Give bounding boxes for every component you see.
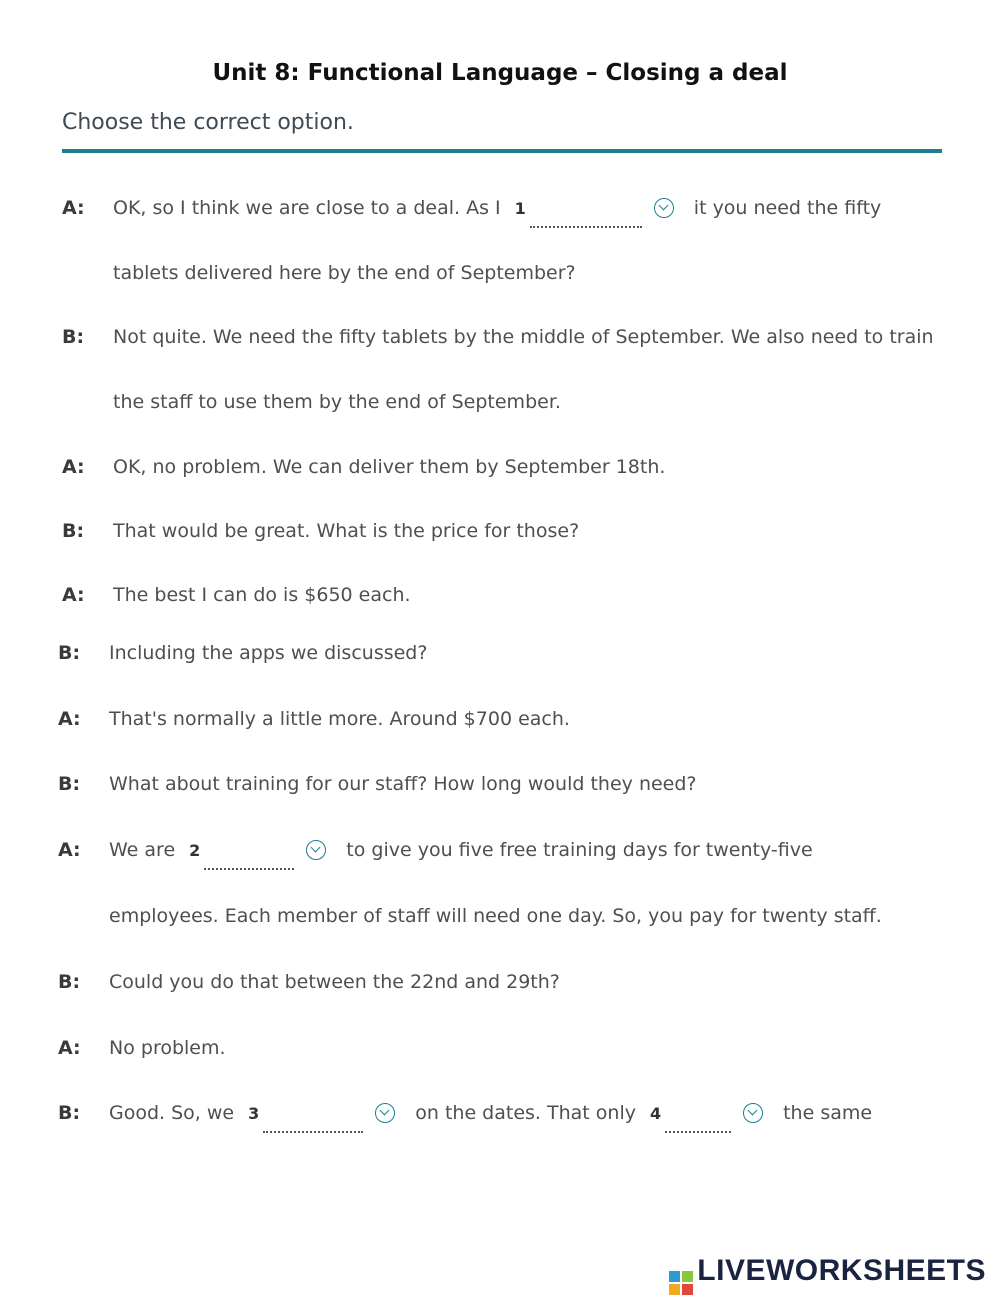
dialogue-line: That's normally a little more. Around $700 each.: [109, 708, 570, 730]
chevron-down-icon[interactable]: [306, 840, 326, 860]
dialogue-line: OK, no problem. We can deliver them by September 18th.: [113, 456, 666, 478]
answer-blank[interactable]: [204, 842, 294, 870]
dialogue-text: Good. So, we: [109, 1102, 235, 1124]
answer-blank[interactable]: [263, 1105, 363, 1133]
speaker-label: B:: [62, 326, 85, 348]
dialogue-line: [113, 196, 881, 228]
speaker-label: A:: [62, 456, 85, 478]
dialogue-line: That would be great. What is the price for those?: [113, 520, 580, 542]
instruction: Choose the correct option.: [62, 110, 354, 135]
speaker-label: A:: [62, 197, 85, 219]
speaker-label: A:: [58, 708, 81, 730]
answer-dropdown-4[interactable]: [650, 1101, 763, 1133]
gap-number: 2: [189, 841, 201, 860]
liveworksheets-logo-icon: [669, 1271, 693, 1295]
speaker-label: A:: [58, 1037, 81, 1059]
chevron-down-icon[interactable]: [654, 198, 674, 218]
answer-blank[interactable]: [530, 200, 642, 228]
dialogue-line: [109, 838, 813, 870]
dialogue-text: to give you five free training days for twenty-five: [346, 839, 813, 861]
dialogue-line: No problem.: [109, 1037, 226, 1059]
answer-blank[interactable]: [665, 1105, 731, 1133]
dialogue-text: on the dates. That only: [415, 1102, 636, 1124]
chevron-down-icon[interactable]: [375, 1103, 395, 1123]
speaker-label: B:: [58, 642, 81, 664]
dialogue-line: the staff to use them by the end of September.: [113, 391, 561, 413]
answer-dropdown-1[interactable]: [515, 196, 674, 228]
answer-dropdown-2[interactable]: [189, 838, 326, 870]
logo-text: LIVEWORKSHEETS: [697, 1254, 986, 1287]
gap-number: 4: [649, 1104, 662, 1123]
dialogue-line: Not quite. We need the fifty tablets by the middle of September. We also need to train: [113, 326, 934, 348]
answer-dropdown-3[interactable]: [248, 1101, 395, 1133]
speaker-label: B:: [62, 520, 85, 542]
speaker-label: A:: [62, 584, 85, 606]
speaker-label: B:: [58, 1102, 81, 1124]
dialogue-line: The best I can do is $650 each.: [113, 584, 411, 606]
dialogue-line: [109, 1101, 872, 1133]
gap-number: 3: [248, 1104, 260, 1123]
speaker-label: B:: [58, 971, 81, 993]
dialogue-line: tablets delivered here by the end of September?: [113, 262, 576, 284]
speaker-label: B:: [58, 773, 81, 795]
dialogue-line: What about training for our staff? How long would they need?: [109, 773, 697, 795]
dialogue-text: the same: [783, 1102, 873, 1124]
speaker-label: A:: [58, 839, 81, 861]
chevron-down-icon[interactable]: [743, 1103, 763, 1123]
dialogue-text: We are: [109, 839, 176, 861]
dialogue-text: it you need the fifty: [693, 197, 882, 219]
dialogue-line: Could you do that between the 22nd and 29th?: [109, 971, 560, 993]
liveworksheets-logo[interactable]: [669, 1254, 986, 1295]
dialogue-text: OK, so I think we are close to a deal. As I: [113, 197, 501, 219]
dialogue-line: Including the apps we discussed?: [109, 642, 428, 664]
page-title: Unit 8: Functional Language – Closing a deal: [212, 60, 788, 86]
divider: [62, 149, 942, 153]
gap-number: 1: [514, 199, 526, 218]
dialogue-line: employees. Each member of staff will need one day. So, you pay for twenty staff.: [109, 905, 882, 927]
